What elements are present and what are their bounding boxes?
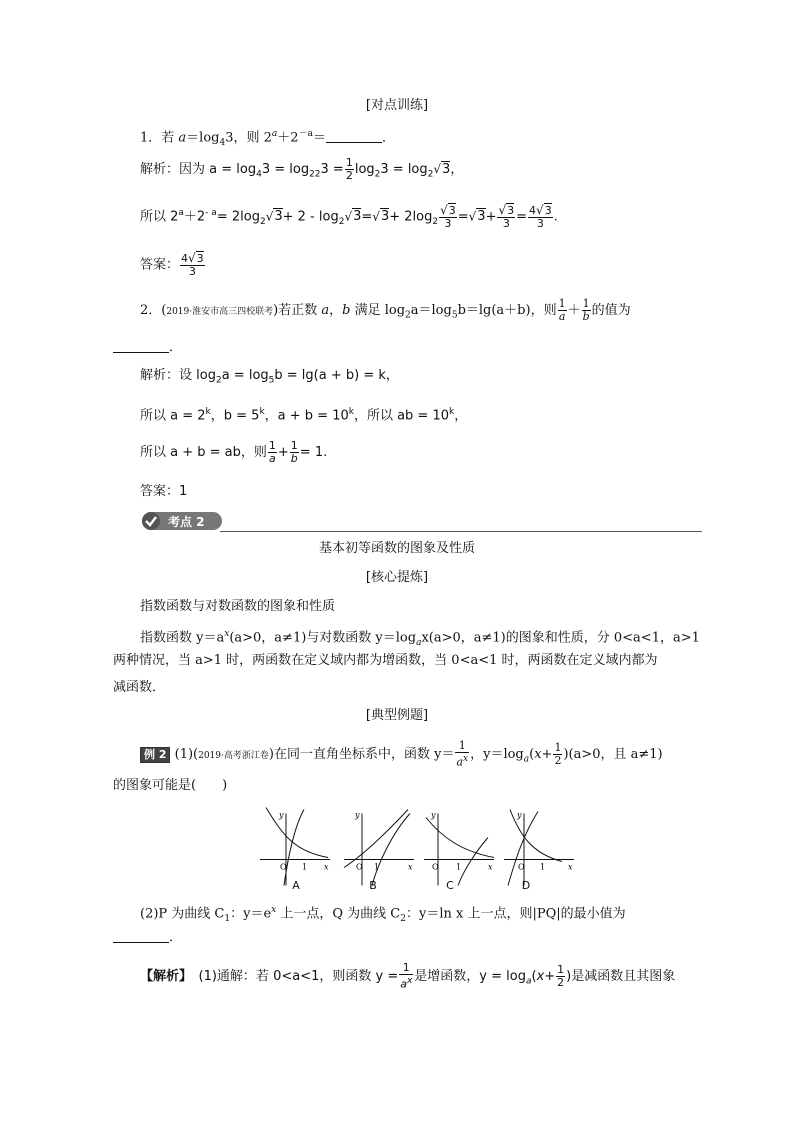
answer-blank [113,928,169,943]
q2-solution-line3: 所以 a + b = ab，则 $\frac{1}{a}$ + $\frac{1}{b}$ = 1. [140,439,328,465]
q1-solution-line2: 所以 $2^a+2^{- a}= 2\log_2√3+ 2 - \log_2√3=√3+ 2\log_2$ $\frac{√3}{3}$ =√3+ $\frac{√3}{3}$ = $\frac{4√3}{3}$ . [140,202,558,230]
svg-text:x: x [488,862,493,872]
q1-answer: 答案： $\frac{4√3}{3}$ [140,251,204,278]
section-divider [220,531,702,532]
answer-blank [326,128,382,143]
svg-text:y: y [279,810,284,820]
hexin-heading: [核心提炼] [365,570,429,585]
q2-answer: 答案：1 [140,484,188,499]
svg-text:1: 1 [456,862,462,872]
example-2-part1-line2: 的图象可能是( ) [113,778,228,793]
kaodian-badge-label: 考点 2 [168,515,205,529]
example-badge: 例 2 [140,747,170,763]
svg-text:x: x [324,862,329,872]
checkmark-icon [142,512,160,530]
graph-label-c: C [446,879,454,892]
question-1: 1．若 $a=\log_43$，则 $2^a+2^{-a}=$ ． [140,129,395,148]
q1-solution-line1: 解析：因为 $a = \log_43 = \log_{22}3$ = $\frac{1}{2}$ $\log_23 = \log_2√3$， [140,156,464,182]
svg-text:1: 1 [374,862,380,872]
kaodian-badge [140,511,224,531]
graph-label-d: D [521,879,531,892]
kaodian-title: 基本初等函数的图象及性质 [318,541,475,556]
graph-d[interactable] [504,810,574,886]
svg-text:x: x [408,862,413,872]
section-heading-duidian: [对点训练] [365,98,429,113]
q2-solution-line2: 所以 $a = 2^k$，$b = 5^k$，$a + b = 10^k$，所以 ab = $10^k$， [140,407,468,424]
kaodian-subtitle: 指数函数与对数函数的图象和性质 [140,599,336,614]
graph-c[interactable] [424,811,494,886]
graph-b[interactable] [344,810,414,886]
svg-text:O: O [280,862,287,872]
example-2-part2: (2)P 为曲线 $C_1$：$y=e^x$ 上一点，Q 为曲线 $C_2$：y＝ln x 上一点，则|PQ|的最小值为 [140,905,626,924]
svg-text:x: x [568,862,573,872]
svg-text:O: O [432,862,439,872]
kaodian-para-line1: 指数函数 $y=a^x(a>0$，a≠1)与对数函数 $y=\log_ax(a>0$，a≠1)的图象和性质，分 0<a<1，a>1 [140,629,700,648]
svg-text:O: O [518,862,525,872]
example-2-part1: 例 2 (1)(2019·高考浙江卷)在同一直角坐标系中，函数 y＝ $\frac{1}{a^x}$ ，$y=\log_a(x+$ $\frac{1}{2}$ )(a>0，且 a≠1) [140,740,663,769]
svg-text:y: y [517,810,522,820]
svg-text:O: O [356,862,363,872]
question-2: 2．(2019·淮安市高三四校联考)若正数 a，b 满足 $\log_2a=\log_5b=\lg(a+b)$，则 $\frac{1}{a}$ ＋ $\frac{1}{b}$ 的值为 [140,297,631,323]
example-2-part2-blank: ． [113,928,182,948]
dianxing-heading: [典型例题] [365,708,429,723]
graph-a[interactable] [260,808,330,886]
kaodian-para-line3: 减函数． [113,680,166,695]
q2-solution-line1: 解析：设 $\log_2a = \log_5b = \lg(a + b) = k$， [140,368,399,386]
example-2-solution: 【解析】 (1)通解：若 0<a<1，则函数 y = $\frac{1}{a^x}$ 是增函数，$y = \log_a(x+$ $\frac{1}{2}$ )是减函数且其图象 [140,961,676,991]
svg-text:1: 1 [302,862,308,872]
kaodian-para-line2: 两种情况，当 a>1 时，两函数在定义域内都为增函数，当 0<a<1 时，两函数在定义域内都为 [113,653,658,668]
svg-text:y: y [355,810,360,820]
graph-label-b: B [369,879,377,892]
svg-text:y: y [431,810,436,820]
svg-text:1: 1 [540,862,546,872]
graph-label-a: A [292,879,300,892]
q2-blank-line: ． [113,338,182,358]
answer-blank [113,338,169,353]
